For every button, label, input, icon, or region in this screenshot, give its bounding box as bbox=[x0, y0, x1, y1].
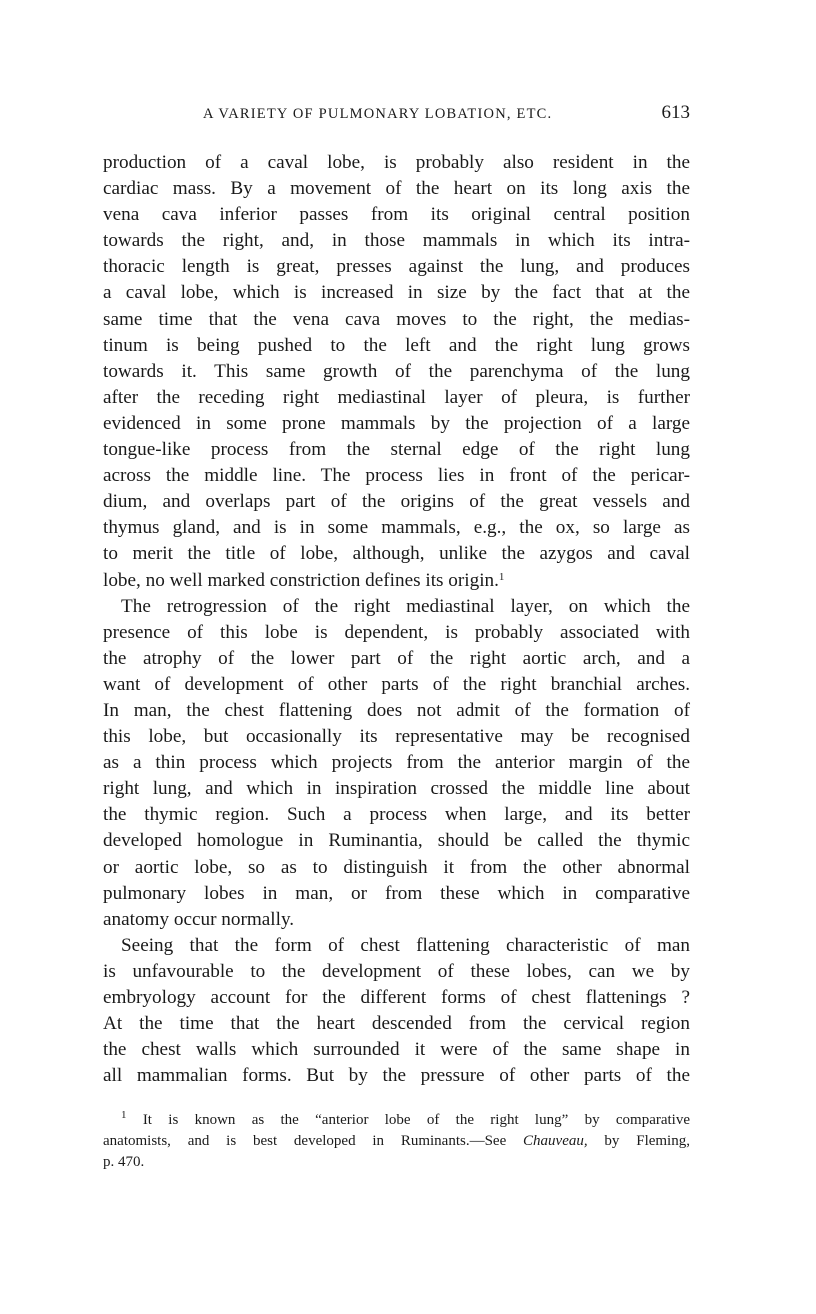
text-line: this lobe, but occasionally its representative may be recognised bbox=[103, 726, 690, 748]
body-text bbox=[103, 150, 690, 1089]
text-line: tongue-like process from the sternal edge of the right lung bbox=[103, 439, 690, 461]
text-line: to merit the title of lobe, although, unlike the azygos and caval bbox=[103, 543, 690, 565]
text-line: want of development of other parts of the right branchial arches. bbox=[103, 673, 690, 695]
text-line: across the middle line. The process lies in front of the pericar- bbox=[103, 465, 690, 487]
text-line: production of a caval lobe, is probably also resident in the bbox=[103, 152, 690, 173]
text-line: cardiac mass. By a movement of the heart on its long axis the bbox=[103, 178, 690, 200]
paragraph-3 bbox=[103, 933, 690, 1090]
text-line: towards the right, and, in those mammals in which its intra- bbox=[103, 230, 690, 252]
footnote-text: It is known as the “anterior lobe of the right lung” by comparative bbox=[142, 1112, 690, 1128]
text-line: as a thin process which projects from the anterior margin of the bbox=[103, 752, 690, 774]
footnote-reference[interactable]: 1 bbox=[498, 570, 505, 583]
text-line: anatomy occur normally. bbox=[103, 908, 295, 930]
text-line: The retrogression of the right mediastinal layer, on which the bbox=[121, 595, 690, 617]
text-line: vena cava inferior passes from its original central position bbox=[103, 204, 690, 226]
footnote-citation: Chauveau, bbox=[523, 1133, 588, 1149]
footnote-line bbox=[103, 1131, 690, 1152]
text-line: developed homologue in Ruminantia, should be called the thymic bbox=[103, 830, 690, 852]
page-number: 613 bbox=[661, 102, 690, 123]
text-line: thymus gland, and is in some mammals, e.g., the ox, so large as bbox=[103, 517, 690, 539]
text-line: thoracic length is great, presses against the lung, and produces bbox=[103, 256, 690, 278]
text-line: pulmonary lobes in man, or from these which in comparative bbox=[103, 882, 690, 904]
text-line: the chest walls which surrounded it were of the same shape in bbox=[103, 1039, 690, 1061]
paragraph-1 bbox=[103, 150, 690, 594]
paragraph-2 bbox=[103, 594, 690, 933]
text-line: is unfavourable to the development of these lobes, can we by bbox=[103, 960, 690, 982]
text-line: the atrophy of the lower part of the right aortic arch, and a bbox=[103, 647, 690, 669]
text-line: tinum is being pushed to the left and the right lung grows bbox=[103, 334, 690, 356]
text-line: towards it. This same growth of the parenchyma of the lung bbox=[103, 360, 690, 382]
text-line: all mammalian forms. But by the pressure of other parts of the bbox=[103, 1065, 690, 1087]
text-line: embryology account for the different forms of chest flattenings ? bbox=[103, 987, 690, 1008]
text-line: In man, the chest flattening does not admit of the formation of bbox=[103, 699, 690, 721]
text-line: a caval lobe, which is increased in size by the fact that at the bbox=[103, 282, 690, 304]
running-header bbox=[103, 104, 690, 130]
text-line: Seeing that the form of chest flattening characteristic of man bbox=[121, 934, 690, 956]
text-line-with-footnote-ref bbox=[103, 568, 690, 594]
footnote-line: p. 470. bbox=[103, 1154, 145, 1170]
footnote-text: by Fleming, bbox=[587, 1133, 690, 1149]
text-line: after the receding right mediastinal layer of pleura, is further bbox=[103, 386, 690, 408]
text-line: same time that the vena cava moves to the right, the medias- bbox=[103, 308, 690, 330]
text-line: the thymic region. Such a process when large, and its better bbox=[103, 804, 690, 826]
text-line: right lung, and which in inspiration crossed the middle line about bbox=[103, 778, 690, 800]
text-line: At the time that the heart descended from the cervical region bbox=[103, 1013, 690, 1035]
footnote bbox=[103, 1110, 690, 1173]
footnote-line bbox=[103, 1110, 690, 1131]
text-line: evidenced in some prone mammals by the projection of a large bbox=[103, 412, 690, 434]
text-line: dium, and overlaps part of the origins of the great vessels and bbox=[103, 491, 690, 513]
text-line: presence of this lobe is dependent, is probably associated with bbox=[103, 621, 690, 643]
text-line: lobe, no well marked constriction defines its origin. bbox=[103, 569, 499, 591]
running-title: A VARIETY OF PULMONARY LOBATION, ETC. bbox=[203, 106, 553, 122]
footnote-text: anatomists, and is best developed in Ruminants.—See bbox=[103, 1133, 524, 1149]
text-line: or aortic lobe, so as to distinguish it from the other abnormal bbox=[103, 856, 690, 878]
footnote-marker: 1 bbox=[121, 1109, 127, 1121]
